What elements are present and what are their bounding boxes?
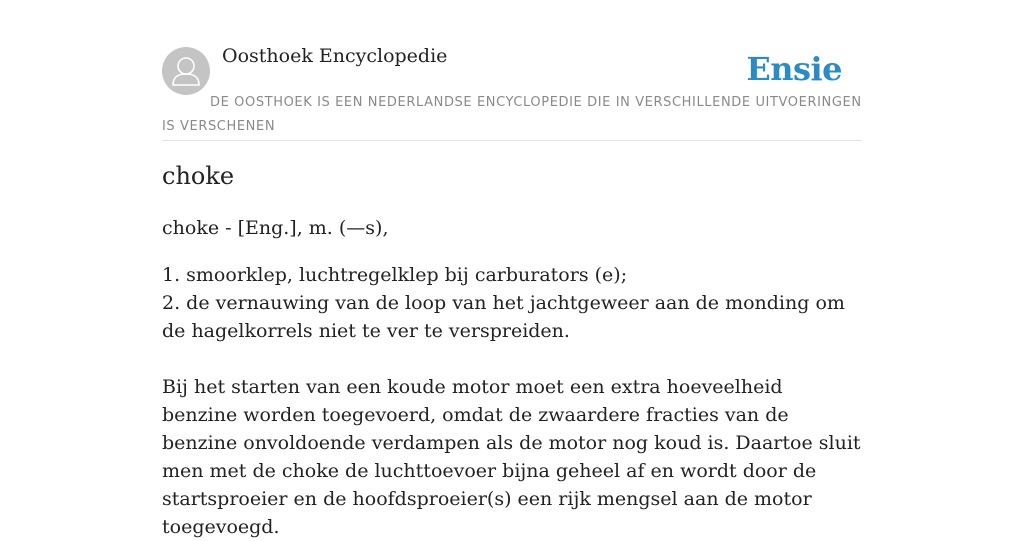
user-icon: [162, 47, 210, 95]
source-title[interactable]: Oosthoek Encyclopedie: [222, 45, 448, 67]
entry-term: choke: [162, 162, 235, 190]
entry-heading-line: choke - [Eng.], m. (—s),: [162, 217, 389, 239]
definition-1: 1. smoorklep, luchtregelklep bij carburators (e);: [162, 264, 628, 286]
definition-2: 2. de vernauwing van de loop van het jachtgeweer aan de monding om de hagelkorrels niet te ver te verspreiden.: [162, 292, 845, 342]
avatar[interactable]: [162, 47, 210, 95]
paragraph-spacer: [162, 345, 862, 373]
source-header: [162, 0, 862, 141]
source-description: DE OOSTHOEK IS EEN NEDERLANDSE ENCYCLOPEDIE DIE IN VERSCHILLENDE UITVOERINGEN IS VERSCHENEN: [162, 95, 862, 134]
entry-page: [162, 0, 862, 538]
ensie-logo[interactable]: Ensie: [746, 50, 842, 88]
entry-paragraph: Bij het starten van een koude motor moet een extra hoeveelheid benzine worden toegevoerd, omdat de zwaardere fracties van de benzine onvoldoende verdampen als de motor nog koud is. Daartoe sluit men met de choke de luchttoevoer bijna geheel af en wordt door de startsproeier en de hoofdsproeier(s) een rijk mengsel aan de motor toegevoegd.: [162, 376, 861, 538]
entry-body: [162, 214, 862, 541]
